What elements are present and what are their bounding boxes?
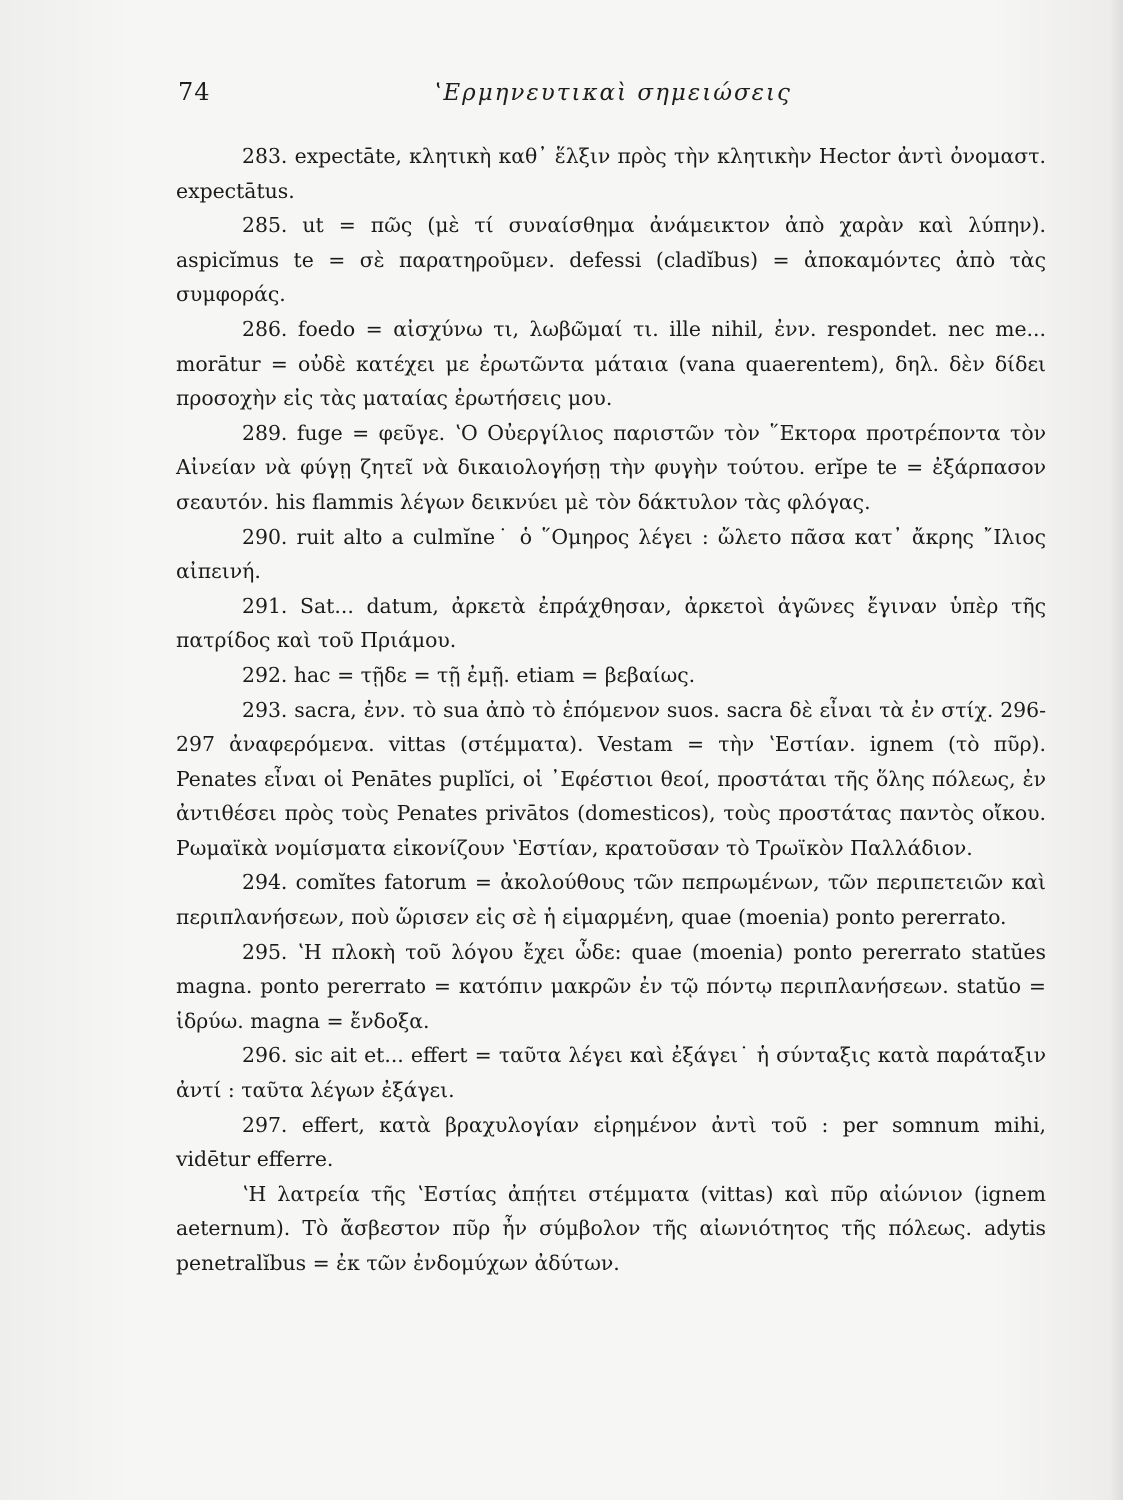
note-291: 291. Sat... datum, ἀρκετὰ ἐπράχθησαν, ἀρκετοὶ ἀγῶνες ἔγιναν ὑπὲρ τῆς πατρίδος καὶ τοῦ Πριάμου. [176, 593, 1046, 653]
note-289: 289. fuge = φεῦγε. ʽΟ Οὐεργίλιος παριστῶν τὸν ῞Εκτορα προτρέποντα τὸν Αἰνείαν νὰ φύγῃ ζητεῖ νὰ δικαιολογήσῃ τὴν φυγὴν τούτου. erĭpe te = ἐξάρπασον σεαυτόν. his flammis λέγων δεικνύει μὲ τὸν δάκτυλον τὰς φλόγας. [176, 420, 1046, 514]
note-292: 292. hac = τῇδε = τῇ ἐμῇ. etiam = βεβαίως. [242, 662, 696, 687]
commentary-body [176, 139, 1046, 1281]
page-edge-shadow [1109, 0, 1123, 1500]
note-hestia-cult: ʽΗ λατρεία τῆς ʽΕστίας ἀπῄτει στέμματα (vittas) καὶ πῦρ αἰώνιον (ignem aeternum). Τὸ ἄσβεστον πῦρ ἦν σύμβολον τῆς αἰωνιότητος τῆς πόλεως. adytis penetralĭbus = ἐκ τῶν ἐνδομύχων ἀδύτων. [176, 1181, 1046, 1275]
page-number: 74 [178, 78, 211, 106]
note-290: 290. ruit alto a culmĭne˙ ὁ ῞Ομηρος λέγει : ὤλετο πᾶσα κατ᾽ ἄκρης ῎Ιλιος αἰπεινή. [176, 524, 1046, 584]
running-title: ʽΕρμηνευτικαὶ σημειώσεις [434, 80, 792, 106]
note-293: 293. sacra, ἐνν. τὸ sua ἀπὸ τὸ ἑπόμενον suos. sacra δὲ εἶναι τὰ ἐν στίχ. 296-297 ἀναφερόμενα. vittas (στέμματα). Vestam = τὴν ʽΕστίαν. ignem (τὸ πῦρ). Penates εἶναι οἱ Penātes puplĭci, οἱ ᾽Εφέστιοι θεοί, προστάται τῆς ὅλης πόλεως, ἐν ἀντιθέσει πρὸς τοὺς Penates privātos (domesticos), τοὺς προστάτας παντὸς οἴκου. Ρωμαϊκὰ νομίσματα εἰκονίζουν ʽΕστίαν, κρατοῦσαν τὸ Τρωϊκὸν Παλλάδιον. [176, 697, 1046, 860]
note-285: 285. ut = πῶς (μὲ τί συναίσθημα ἀνάμεικτον ἀπὸ χαρὰν καὶ λύπην). aspicĭmus te = σὲ παρατηροῦμεν. defessi (cladĭbus) = ἀποκαμόντες ἀπὸ τὰς συμφοράς. [176, 213, 1046, 307]
note-297: 297. effert, κατὰ βραχυλογίαν εἰρημένον ἀντὶ τοῦ : per somnum mihi, vidētur efferre. [176, 1112, 1046, 1172]
note-283: 283. expectāte, κλητικὴ καθ᾽ ἕλξιν πρὸς τὴν κλητικὴν Hector ἀντὶ ὀνομαστ. expectātus. [176, 144, 1046, 203]
page-header [178, 78, 1048, 118]
note-286: 286. foedo = αἰσχύνω τι, λωβῶμαί τι. ille nihil, ἐνν. respondet. nec me... morātur = οὐδὲ κατέχει με ἐρωτῶντα μάταια (vana quaerentem), δηλ. δὲν δίδει προσοχὴν εἰς τὰς ματαίας ἐρωτήσεις μου. [176, 316, 1046, 411]
note-296: 296. sic ait et... effert = ταῦτα λέγει καὶ ἐξάγει˙ ἡ σύνταξις κατὰ παράταξιν ἀντί : ταῦτα λέγων ἐξάγει. [176, 1043, 1046, 1103]
note-295: 295. ʽΗ πλοκὴ τοῦ λόγου ἔχει ὧδε: quae (moenia) ponto pererrato statŭes magna. ponto pererrato = κατόπιν μακρῶν ἐν τῷ πόντῳ περιπλανήσεων. statŭo = ἱδρύω. magna = ἔνδοξα. [176, 939, 1046, 1033]
note-294: 294. comĭtes fatorum = ἀκολούθους τῶν πεπρωμένων, τῶν περιπετειῶν καὶ περιπλανήσεων, ποὺ ὥρισεν εἰς σὲ ἡ εἱμαρμένη, quae (moenia) ponto pererrato. [176, 870, 1046, 930]
